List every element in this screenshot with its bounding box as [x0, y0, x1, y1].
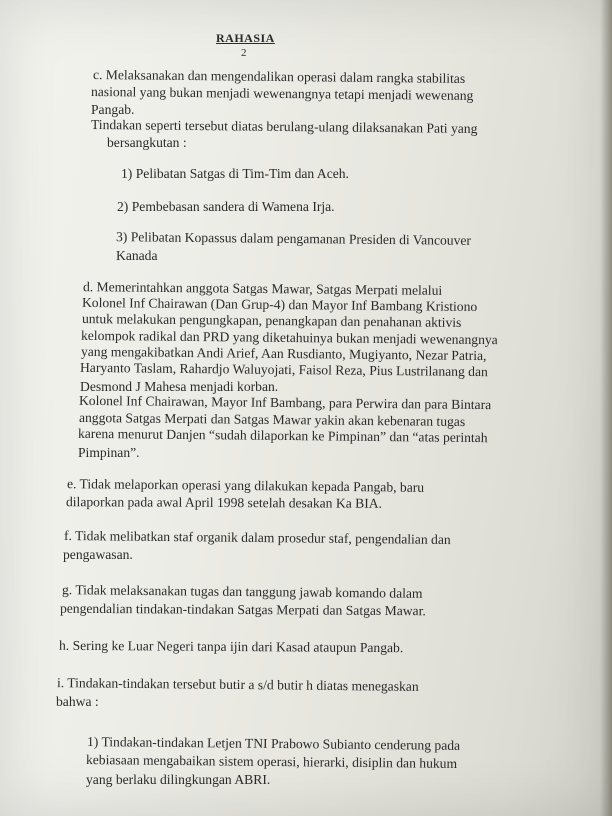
page-number: 2 — [241, 47, 247, 59]
page-edge-shadow — [600, 0, 612, 816]
item-i-sub-2: kebiasaan mengabaikan sistem operasi, hierarki, disiplin dan hukum — [85, 752, 458, 771]
item-c-sub-2: 2) Pembebasan sandera di Wamena Irja. — [117, 199, 335, 214]
item-i-sub-1: 1) Tindakan-tindakan Letjen TNI Prabowo Subianto cenderung pada — [86, 734, 461, 753]
item-c-sub-3: 3) Pelibatan Kopassus dalam pengamanan Presiden di Vancouver — [115, 229, 472, 248]
item-h-line-1: h. Sering ke Luar Negeri tanpa ijin dari Kasad ataupun Pangab. — [58, 637, 404, 656]
item-e-line-1: e. Tidak melaporkan operasi yang dilakukan kepada Pangab, baru — [66, 476, 425, 495]
item-c-sub-4: Kanada — [116, 248, 158, 263]
item-c-line-4: Tindakan seperti tersebut diatas berulang-ulang dilaksanakan Pati yang — [90, 116, 478, 137]
item-d-line-3: untuk melakukan pengungkapan, penangkapan dan penahanan aktivis — [81, 311, 462, 330]
item-f-line-2: pengawasan. — [63, 547, 133, 562]
item-c-sub-1: 1) Pelibatan Satgas di Tim-Tim dan Aceh. — [121, 166, 349, 181]
item-c-line-1: c. Melaksanakan dan mengendalikan operasi dalam rangka stabilitas — [92, 67, 466, 86]
item-c-line-3: Pangab. — [91, 102, 135, 117]
item-e-line-2: dilaporkan pada awal April 1998 setelah desakan Ka BIA. — [65, 494, 383, 511]
item-d-line-9: anggota Satgas Merpati dan Satgas Mawar yakin akan kebenaran tugas — [78, 409, 466, 430]
classification-header: RAHASIA — [216, 31, 275, 45]
item-f-line-1: f. Tidak melibatkan staf organik dalam prosedur staf, pengendalian dan — [63, 527, 451, 548]
item-d-line-2: Kolonel Inf Chairawan (Dan Grup-4) dan Mayor Inf Bambang Kristiono — [81, 294, 478, 315]
item-d-line-4: kelompok radikal dan PRD yang diketahuinya bukan menjadi wewenangnya — [80, 327, 498, 348]
item-c-line-5: bersangkutan : — [107, 135, 187, 150]
item-c-line-2: nasional yang bukan menjadi wewenangnya tetapi menjadi wewenang — [90, 83, 474, 104]
item-d-line-5: yang mengakibatkan Andi Arief, Aan Rusdianto, Mugiyanto, Nezar Patria, — [80, 343, 487, 364]
item-g-line-1: g. Tidak melaksanakan tugas dan tanggung jawab komando dalam — [61, 582, 423, 601]
item-d-line-10: karena menurut Danjen “sudah dilaporkan ke Pimpinan” dan “atas perintah — [77, 425, 488, 446]
item-d-line-7: Desmond J Mahesa menjadi korban. — [80, 379, 279, 394]
item-d-line-1: d. Memerintahkan anggota Satgas Mawar, Satgas Merpati melalui — [82, 279, 443, 298]
item-i-sub-3: yang berlaku dilingkungan ABRI. — [86, 772, 271, 787]
item-i-line-1: i. Tindakan-tindakan tersebut butir a s/d butir h diatas menegaskan — [56, 675, 419, 694]
item-g-line-2: pengendalian tindakan-tindakan Satgas Merpati dan Satgas Mawar. — [59, 600, 426, 619]
item-d-line-8: Kolonel Inf Chairawan, Mayor Inf Bambang, para Perwira dan para Bintara — [78, 392, 492, 413]
item-d-line-6: Haryanto Taslam, Rahardjo Waluyojati, Faisol Reza, Pius Lustrilanang dan — [79, 359, 488, 380]
item-i-line-2: bahwa : — [56, 694, 99, 709]
item-d-line-11: Pimpinan”. — [78, 445, 140, 460]
